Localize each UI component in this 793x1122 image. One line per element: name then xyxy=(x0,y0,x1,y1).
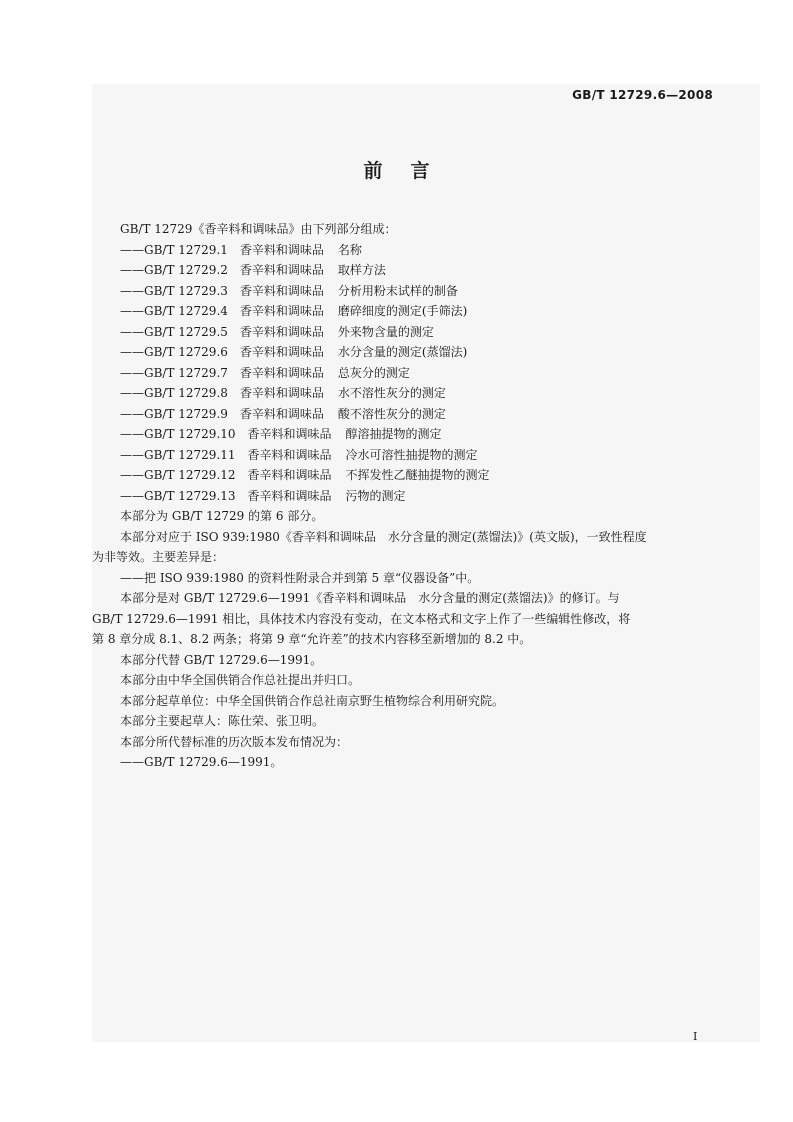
part-code: ——GB/T 12729.12 xyxy=(120,468,236,482)
part-code: ——GB/T 12729.10 xyxy=(120,427,236,441)
part-name: 外来物含量的测定 xyxy=(337,324,434,339)
part-code: ——GB/T 12729.8 xyxy=(120,386,228,400)
part-code: ——GB/T 12729.3 xyxy=(120,283,228,298)
part-name: 酸不溶性灰分的测定 xyxy=(337,406,446,421)
foreword-body xyxy=(92,219,678,773)
part-list-item xyxy=(120,240,678,261)
paragraph: 本部分是对 GB/T 12729.6—1991《香辛料和调味品 水分含量的测定(蒸馏法)》的修订。与 xyxy=(120,591,620,605)
paragraph-continuation: 为非等效。主要差异是： xyxy=(92,550,225,564)
part-list-item xyxy=(120,260,678,281)
part-name: 名称 xyxy=(337,242,362,257)
part-name: 分析用粉末试样的制备 xyxy=(337,283,458,298)
part-code: ——GB/T 12729.13 xyxy=(120,488,236,503)
part-series: 香辛料和调味品 xyxy=(247,447,332,462)
paragraph: 本部分起草单位：中华全国供销合作总社南京野生植物综合利用研究院。 xyxy=(120,693,505,708)
parts-list xyxy=(120,240,678,507)
part-list-item xyxy=(120,486,678,507)
part-series: 香辛料和调味品 xyxy=(239,365,324,380)
part-code: ——GB/T 12729.4 xyxy=(120,304,228,318)
paragraph-continuation: GB/T 12729.6—1991 相比，具体技术内容没有变动，在文本格式和文字上作了一些编辑性修改，将 xyxy=(92,611,631,626)
paragraph: 本部分由中华全国供销合作总社提出并归口。 xyxy=(120,673,361,687)
part-name: 总灰分的测定 xyxy=(337,365,410,380)
page-number: I xyxy=(693,1030,698,1043)
paragraph: ——GB/T 12729.6—1991。 xyxy=(120,755,283,769)
part-name: 水不溶性灰分的测定 xyxy=(337,386,446,400)
paragraph: 本部分对应于 ISO 939:1980《香辛料和调味品 水分含量的测定(蒸馏法)》(英文版)，一致性程度 xyxy=(120,529,647,544)
part-list-item xyxy=(120,445,678,466)
part-code: ——GB/T 12729.2 xyxy=(120,263,228,277)
part-list-item xyxy=(120,465,678,486)
part-name: 取样方法 xyxy=(337,263,386,277)
part-list-item xyxy=(120,363,678,384)
part-list-item xyxy=(120,342,678,363)
part-series: 香辛料和调味品 xyxy=(239,406,324,421)
part-code: ——GB/T 12729.11 xyxy=(120,447,236,462)
paragraph: 本部分主要起草人：陈仕荣、张卫明。 xyxy=(120,714,325,728)
paragraph: 本部分为 GB/T 12729 的第 6 部分。 xyxy=(120,509,324,523)
part-name: 不挥发性乙醚抽提物的测定 xyxy=(345,468,490,482)
part-series: 香辛料和调味品 xyxy=(247,488,332,503)
part-series: 香辛料和调味品 xyxy=(239,242,324,257)
part-series: 香辛料和调味品 xyxy=(239,263,324,277)
standard-code: GB/T 12729.6—2008 xyxy=(572,88,713,102)
page-title: 前言 xyxy=(363,160,458,182)
part-series: 香辛料和调味品 xyxy=(247,427,332,441)
part-name: 醇溶抽提物的测定 xyxy=(345,427,442,441)
paragraph: 本部分代替 GB/T 12729.6—1991。 xyxy=(120,652,323,667)
part-list-item xyxy=(120,281,678,302)
part-name: 污物的测定 xyxy=(345,488,406,503)
part-list-item xyxy=(120,383,678,404)
part-code: ——GB/T 12729.9 xyxy=(120,406,228,421)
part-series: 香辛料和调味品 xyxy=(239,324,324,339)
part-series: 香辛料和调味品 xyxy=(239,304,324,318)
part-series: 香辛料和调味品 xyxy=(239,386,324,400)
paragraph: 本部分所代替标准的历次版本发布情况为： xyxy=(120,734,349,749)
intro-paragraph: GB/T 12729《香辛料和调味品》由下列部分组成： xyxy=(120,222,397,236)
part-series: 香辛料和调味品 xyxy=(247,468,332,482)
part-series: 香辛料和调味品 xyxy=(239,283,324,298)
part-code: ——GB/T 12729.7 xyxy=(120,365,228,380)
part-list-item xyxy=(120,424,678,445)
paragraph-continuation: 第 8 章分成 8.1、8.2 两条；将第 9 章“允许差”的技术内容移至新增加的 8.2 中。 xyxy=(92,632,532,646)
part-name: 水分含量的测定(蒸馏法) xyxy=(337,345,468,359)
part-code: ——GB/T 12729.5 xyxy=(120,324,228,339)
part-name: 冷水可溶性抽提物的测定 xyxy=(345,447,478,462)
part-list-item xyxy=(120,301,678,322)
part-code: ——GB/T 12729.6 xyxy=(120,345,228,359)
part-series: 香辛料和调味品 xyxy=(239,345,324,359)
part-name: 磨碎细度的测定(手筛法) xyxy=(337,304,468,318)
part-list-item xyxy=(120,404,678,425)
part-list-item xyxy=(120,322,678,343)
part-code: ——GB/T 12729.1 xyxy=(120,242,228,257)
paragraph: ——把 ISO 939:1980 的资料性附录合并到第 5 章“仪器设备”中。 xyxy=(120,570,480,585)
